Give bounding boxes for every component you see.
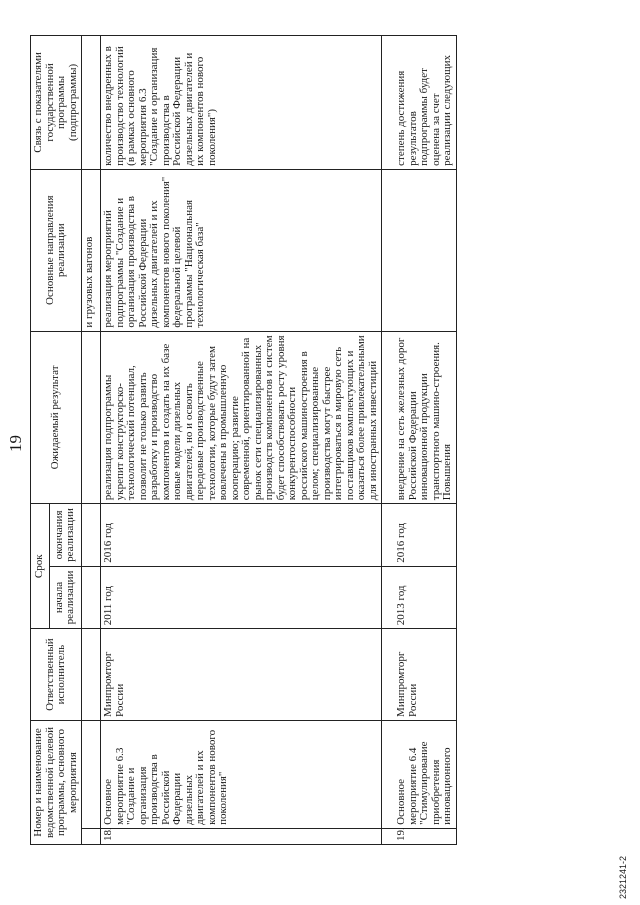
row-end: 2016 год bbox=[382, 504, 457, 567]
header-name: Номер и наименование ведомственной целевой программы, основного мероприятия bbox=[31, 720, 82, 844]
row-number: 19. bbox=[382, 828, 457, 844]
row-number: 18. bbox=[101, 828, 382, 844]
table-row bbox=[101, 36, 382, 845]
carry-over-text: и грузовых вагонов bbox=[82, 169, 101, 331]
row-link: количество внедренных в производство технологий (в рамках основного мероприятия 6.3 "Создание и организация производства в Российской Федерации дизельных двигателей и их компонентов нового поколения") bbox=[101, 36, 382, 170]
carry-row bbox=[82, 36, 101, 845]
row-link: степень достижения результатов подпрограммы будет оценена за счет реализации следующих bbox=[382, 36, 457, 170]
row-start: 2011 год bbox=[101, 566, 382, 629]
row-exec: Минпромторг России bbox=[101, 629, 382, 721]
header-term: Срок bbox=[31, 504, 50, 629]
header-dirs: Основные направления реализации bbox=[31, 169, 82, 331]
row-dirs bbox=[382, 169, 457, 331]
row-result: внедрение на сеть железных дорог Российской Федерации инновационной продукции транспортного машино-строения. Повышения bbox=[382, 331, 457, 504]
page-number: 19 bbox=[6, 435, 25, 452]
row-name: Основное мероприятие 6.3 "Создание и организация производства в Российской Федерации дизельных двигателей и их компонентов нового поколения" bbox=[101, 720, 382, 828]
document-code: 2321241-2 bbox=[618, 855, 628, 899]
row-result: реализация подпрограммы укрепит конструкторско-технологический потенциал, позволит не только развить разработку и производство компонентов и создать на их базе новые модели дизельных двигателей, но и освоить передовые производственные технологии, которые будут затем вовлечены в промышленную кооперацию; развитие современной, ориентированной на рынок сети специализированных производств компонентов и систем будет способствовать росту уровня конкурентоспособности российского машиностроения в целом; специализированные производства могут быстрее интегрироваться в мировую сеть поставщиков комплектующих и оказаться более привлекательными для иностранных инвестиций bbox=[101, 331, 382, 504]
row-start: 2013 год bbox=[382, 566, 457, 629]
row-exec: Минпромторг России bbox=[382, 629, 457, 721]
header-start: начала реализации bbox=[49, 566, 81, 629]
header-link: Связь с показателями государственной программы (подпрограммы) bbox=[31, 36, 82, 170]
program-table bbox=[30, 35, 457, 845]
header-row-1 bbox=[31, 36, 50, 845]
row-dirs: реализация мероприятий подпрограммы "Создание и организация производства в Российской Федерации дизельных двигателей и их компонентов нового поколения" федеральной целевой программы "Национальная технологическая база" bbox=[101, 169, 382, 331]
header-exec: Ответственный исполнитель bbox=[31, 629, 82, 721]
row-name: Основное мероприятие 6.4 "Стимулирование приобретения инновационного bbox=[382, 720, 457, 828]
row-end: 2016 год bbox=[101, 504, 382, 567]
table-row bbox=[382, 36, 457, 845]
header-result: Ожидаемый результат bbox=[31, 331, 82, 504]
header-end: окончания реализации bbox=[49, 504, 81, 567]
